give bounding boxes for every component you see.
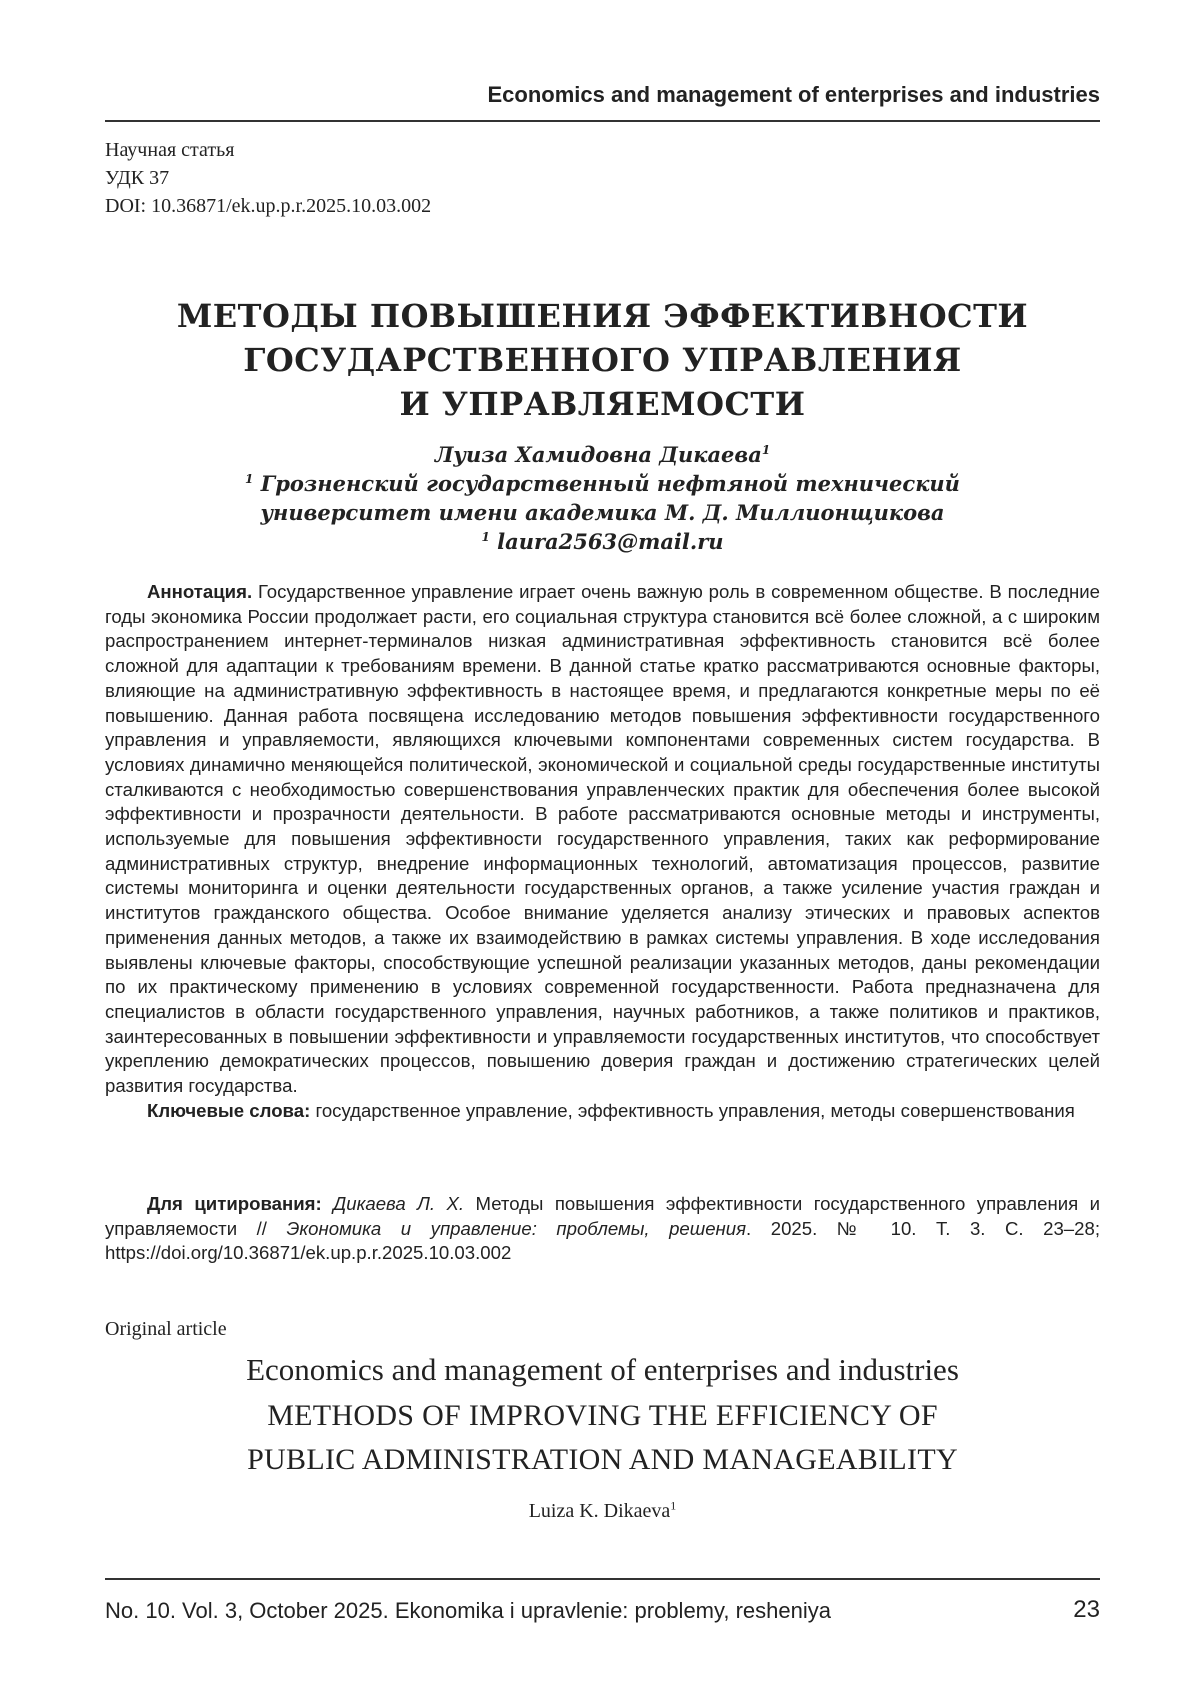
email-mark: 1	[481, 530, 490, 544]
citation-authors: Дикаева Л. Х.	[333, 1193, 465, 1214]
author-en-name: Luiza K. Dikaeva	[528, 1500, 671, 1522]
footer-issue: No. 10. Vol. 3, October 2025. Ekonomika i upravlenie: problemy, resheniya	[105, 1598, 831, 1623]
author-name	[105, 440, 1100, 469]
doi: DOI: 10.36871/ek.up.p.r.2025.10.03.002	[105, 195, 432, 217]
citation-section	[105, 1192, 1100, 1266]
article-title-en	[105, 1394, 1100, 1482]
affiliation-mark: 1	[245, 472, 254, 486]
email-link[interactable]: laura2563@mail.ru	[497, 529, 724, 554]
article-meta	[105, 136, 431, 220]
author-mark: 1	[761, 443, 771, 457]
page-number: 23	[1073, 1596, 1100, 1623]
citation-title: Методы повышения эффективности государственного управления и управляемости //	[105, 1193, 1101, 1239]
abstract-label: Аннотация.	[147, 581, 253, 602]
author-en	[105, 1500, 1100, 1523]
abstract-text: Государственное управление играет очень важную роль в современном обществе. В последние годы экономика России продолжает расти, его социальная структура становится всё более сложной, а с широким распространением интернет-терминалов низкая административная эффективность становится всё более сложной для адаптации к требованиям времени. В данной статье кратко рассматриваются основные факторы, влияющие на административную эффективность в настоящее время, и предлагаются конкретные меры по её повышению. Данная работа посвящена исследованию методов повышения эффективности государственного управления и управляемости, являющихся ключевыми компонентами современных систем государства. В условиях динамично меняющейся политической, экономической и социальной среды государственные институты сталкиваются с необходимостью совершенствования управленческих практик для обеспечения более высокой эффективности и прозрачности деятельности. В работе рассматриваются основные методы и инструменты, используемые для повышения эффективности государственного управления, таких как реформирование административных структур, внедрение информационных технологий, автоматизация процессов, развитие системы мониторинга и оценки деятельности государственных органов, а также усиление участия граждан и институтов гражданского общества. Особое внимание уделяется анализу этических и правовых аспектов применения данных методов, а также их взаимодействию в рамках системы управления. В ходе исследования выявлены ключевые факторы, способствующие успешной реализации указанных методов, даны рекомендации по их практическому применению в условиях современной государственности. Работа предназначена для специалистов в области государственного управления, научных работников, а также политиков и практиков, заинтересованных в повышении эффективности и управляемости государственных институтов, что способствует укреплению демократических процессов, повышению доверия граждан и достижению стратегических целей развития государства.	[105, 581, 1101, 1097]
title-en-line-2: PUBLIC ADMINISTRATION AND MANAGEABILITY	[247, 1443, 958, 1476]
citation-label: Для цитирования:	[147, 1193, 322, 1214]
citation-paragraph	[105, 1192, 1100, 1266]
header-rule	[105, 120, 1100, 122]
keywords-label: Ключевые слова:	[147, 1099, 311, 1121]
original-article-label: Original article	[105, 1318, 227, 1340]
article-type: Научная статья	[105, 139, 235, 161]
udc-code: УДК 37	[105, 167, 170, 189]
author-block	[105, 440, 1100, 556]
affiliation-line-2: университет имени академика М. Д. Миллионщикова	[260, 500, 945, 525]
footer-rule	[105, 1578, 1100, 1580]
affiliation-line-1	[105, 469, 1100, 498]
citation-details: . 2025. № 10. Т. 3. С. 23–28; https://doi.org/10.36871/ek.up.p.r.2025.10.03.002	[105, 1217, 1100, 1264]
keywords-paragraph	[105, 1099, 1100, 1124]
keywords-text: государственное управление, эффективность управления, методы совершенствования	[315, 1099, 1075, 1121]
title-line-2: ГОСУДАРСТВЕННОГО УПРАВЛЕНИЯ	[243, 341, 962, 379]
affiliation-text-1: Грозненский государственный нефтяной технический	[260, 471, 960, 496]
title-line-3: И УПРАВЛЯЕМОСТИ	[399, 385, 806, 423]
journal-section-en: Economics and management of enterprises and industries	[246, 1352, 959, 1387]
abstract-section	[105, 580, 1100, 1123]
article-title-ru	[105, 294, 1100, 426]
author-en-mark: 1	[670, 1498, 677, 1513]
citation-journal: Экономика и управление: проблемы, решения	[286, 1217, 747, 1239]
author-name-text: Луиза Хамидовна Дикаева	[434, 442, 762, 467]
abstract-paragraph	[105, 580, 1100, 1099]
running-header: Economics and management of enterprises and industries	[487, 82, 1100, 107]
title-line-1: МЕТОДЫ ПОВЫШЕНИЯ ЭФФЕКТИВНОСТИ	[176, 297, 1029, 335]
title-en-line-1: METHODS OF IMPROVING THE EFFICIENCY OF	[267, 1399, 938, 1432]
author-email	[105, 527, 1100, 556]
